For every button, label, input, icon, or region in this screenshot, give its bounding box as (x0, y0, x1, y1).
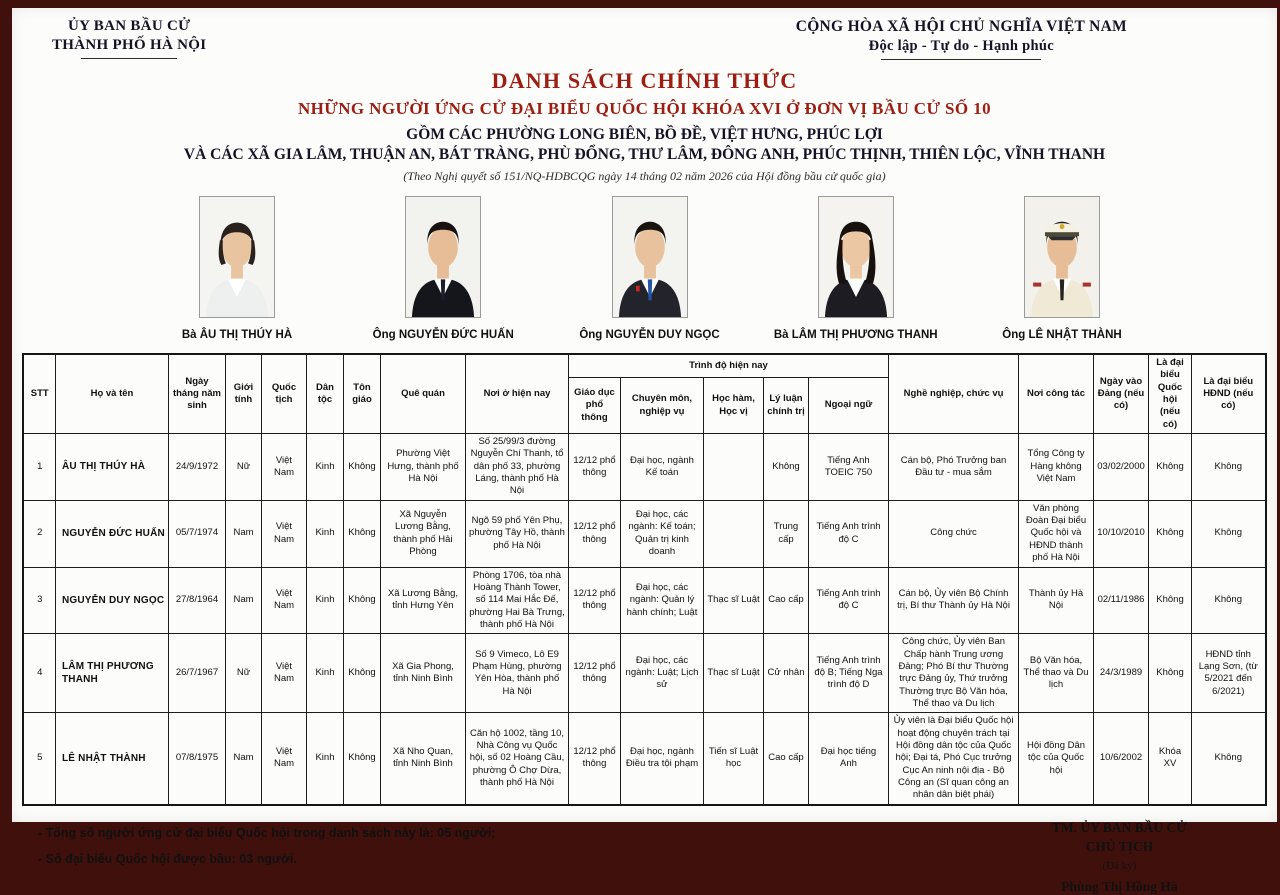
title-block (12, 68, 1277, 184)
cell-dob: 05/7/1974 (168, 500, 225, 567)
cell-residence: Số 9 Vimeco, Lô E9 Phạm Hùng, phường Yên Hòa, thành phố Hà Nội (465, 634, 568, 713)
cell-occupation: Công chức, Ủy viên Ban Chấp hành Trung ương Đảng; Phó Bí thư Thường trực Đảng ủy, Thứ trưởng Thường trực Bộ Văn hóa, Thể thao và Du lịch (889, 634, 1019, 713)
candidate-card (142, 196, 332, 341)
cell-residence: Phòng 1706, tòa nhà Hoàng Thành Tower, số 114 Mai Hắc Đế, phường Hai Bà Trưng, thành phố Hà Nội (465, 567, 568, 634)
cell-workplace: Tổng Công ty Hàng không Việt Nam (1019, 434, 1094, 501)
candidate-photo-caption: Ông NGUYỄN ĐỨC HUẤN (373, 329, 514, 341)
cell-edu-general: 12/12 phổ thông (568, 713, 620, 805)
cell-edu-politics: Cao cấp (763, 567, 808, 634)
cell-edu-general: 12/12 phổ thông (568, 634, 620, 713)
cell-nationality: Việt Nam (261, 713, 306, 805)
candidate-card (555, 196, 745, 341)
candidate-photo (405, 196, 481, 318)
col-header-name: Họ và tên (55, 354, 168, 434)
cell-council-member: Không (1192, 500, 1266, 567)
issuer-line2: THÀNH PHỐ HÀ NỘI (52, 37, 206, 54)
cell-na-member: Không (1149, 434, 1192, 501)
cell-edu-degree (703, 500, 763, 567)
cell-hometown: Phường Việt Hưng, thành phố Hà Nội (380, 434, 465, 501)
cell-edu-professional: Đại học, các ngành: Quản lý hành chính; Luật (620, 567, 703, 634)
cell-party-date: 02/11/1986 (1094, 567, 1149, 634)
cell-hometown: Xã Lương Bằng, tỉnh Hưng Yên (380, 567, 465, 634)
signature-name: Phùng Thị Hồng Hà (1052, 879, 1187, 895)
signature-block (1052, 820, 1187, 895)
cell-stt: 1 (23, 434, 55, 501)
candidate-photo (818, 196, 894, 318)
cell-edu-politics: Cử nhân (763, 634, 808, 713)
motto-underline (881, 59, 1041, 60)
candidate-card (761, 196, 951, 341)
cell-gender: Nam (225, 500, 261, 567)
candidate-row (23, 634, 1265, 713)
cell-council-member: HĐND tỉnh Lạng Sơn, (từ 5/2021 đến 6/2021) (1192, 634, 1266, 713)
cell-residence: Số 25/99/3 đường Nguyễn Chí Thanh, tổ dân phố 33, phường Láng, thành phố Hà Nội (465, 434, 568, 501)
cell-ethnicity: Kinh (306, 500, 343, 567)
cell-edu-politics: Trung cấp (763, 500, 808, 567)
candidate-photo (199, 196, 275, 318)
cell-na-member: Không (1149, 567, 1192, 634)
photos-row (142, 196, 1157, 341)
candidate-row (23, 500, 1265, 567)
cell-dob: 27/8/1964 (168, 567, 225, 634)
cell-gender: Nữ (225, 634, 261, 713)
cell-edu-politics: Cao cấp (763, 713, 808, 805)
col-header-party-date: Ngày vào Đảng (nếu có) (1094, 354, 1149, 434)
cell-edu-language: Đại học tiếng Anh (808, 713, 888, 805)
page-title: DANH SÁCH CHÍNH THỨC (12, 68, 1277, 94)
cell-stt: 5 (23, 713, 55, 805)
cell-edu-degree: Thạc sĩ Luật (703, 634, 763, 713)
col-header-na-member: Là đại biểu Quốc hội (nếu có) (1149, 354, 1192, 434)
col-header-council-member: Là đại biểu HĐND (nếu có) (1192, 354, 1266, 434)
issuer-line1: ỦY BAN BẦU CỬ (52, 18, 206, 35)
cell-council-member: Không (1192, 567, 1266, 634)
col-header-edu-degree: Học hàm, Học vị (703, 378, 763, 434)
cell-stt: 2 (23, 500, 55, 567)
cell-nationality: Việt Nam (261, 434, 306, 501)
col-header-stt: STT (23, 354, 55, 434)
candidates-table (22, 353, 1266, 806)
cell-stt: 3 (23, 567, 55, 634)
cell-edu-professional: Đại học, các ngành: Luật; Lịch sử (620, 634, 703, 713)
cell-name: LÂM THỊ PHƯƠNG THANH (55, 634, 168, 713)
cell-edu-general: 12/12 phổ thông (568, 434, 620, 501)
cell-name: ÂU THỊ THÚY HÀ (55, 434, 168, 501)
col-header-dob: Ngày tháng năm sinh (168, 354, 225, 434)
cell-edu-professional: Đại học, các ngành: Kế toán; Quản trị kinh doanh (620, 500, 703, 567)
cell-ethnicity: Kinh (306, 713, 343, 805)
table-header (23, 354, 1265, 434)
cell-workplace: Văn phòng Đoàn Đại biểu Quốc hội và HĐND thành phố Hà Nội (1019, 500, 1094, 567)
signature-authority: TM. ỦY BAN BẦU CỬ (1052, 820, 1187, 836)
cell-ethnicity: Kinh (306, 434, 343, 501)
area-line2: VÀ CÁC XÃ GIA LÂM, THUẬN AN, BÁT TRÀNG, PHÙ ĐỔNG, THƯ LÂM, ĐÔNG ANH, PHÚC THỊNH, THIÊN LỘC, VĨNH THANH (12, 146, 1277, 164)
cell-edu-professional: Đại học, ngành Điều tra tội phạm (620, 713, 703, 805)
cell-religion: Không (343, 713, 380, 805)
cell-edu-general: 12/12 phổ thông (568, 567, 620, 634)
document-header (12, 8, 1277, 60)
cell-edu-degree: Tiến sĩ Luật học (703, 713, 763, 805)
cell-dob: 26/7/1967 (168, 634, 225, 713)
area-line1: GỒM CÁC PHƯỜNG LONG BIÊN, BỒ ĐỀ, VIỆT HƯNG, PHÚC LỢI (12, 126, 1277, 144)
cell-dob: 24/9/1972 (168, 434, 225, 501)
cell-name: NGUYỄN ĐỨC HUẤN (55, 500, 168, 567)
cell-party-date: 10/10/2010 (1094, 500, 1149, 567)
summary-notes (38, 820, 495, 873)
cell-party-date: 24/3/1989 (1094, 634, 1149, 713)
cell-edu-general: 12/12 phổ thông (568, 500, 620, 567)
cell-gender: Nữ (225, 434, 261, 501)
col-header-religion: Tôn giáo (343, 354, 380, 434)
candidate-photo-caption: Ông LÊ NHẬT THÀNH (1002, 329, 1121, 341)
summary-note-total: - Tổng số người ứng cử đại biểu Quốc hội trong danh sách này là: 05 người; (38, 820, 495, 846)
cell-edu-language: Tiếng Anh trình độ C (808, 567, 888, 634)
cell-dob: 07/8/1975 (168, 713, 225, 805)
issuer-block (52, 18, 206, 60)
cell-council-member: Không (1192, 713, 1266, 805)
col-header-ethnicity: Dân tộc (306, 354, 343, 434)
cell-hometown: Xã Nho Quan, tỉnh Ninh Bình (380, 713, 465, 805)
issuer-underline (81, 58, 177, 59)
col-header-edu-professional: Chuyên môn, nghiệp vụ (620, 378, 703, 434)
cell-gender: Nam (225, 567, 261, 634)
cell-religion: Không (343, 500, 380, 567)
cell-religion: Không (343, 567, 380, 634)
cell-party-date: 03/02/2000 (1094, 434, 1149, 501)
cell-residence: Ngõ 59 phố Yên Phụ, phường Tây Hồ, thành phố Hà Nội (465, 500, 568, 567)
cell-occupation: Công chức (889, 500, 1019, 567)
cell-gender: Nam (225, 713, 261, 805)
cell-occupation: Cán bộ, Phó Trưởng ban Đầu tư - mua sắm (889, 434, 1019, 501)
cell-hometown: Xã Nguyễn Lương Bằng, thành phố Hải Phòng (380, 500, 465, 567)
col-header-education-group: Trình độ hiện nay (568, 354, 888, 378)
candidate-row (23, 434, 1265, 501)
col-header-edu-general: Giáo dục phổ thông (568, 378, 620, 434)
cell-hometown: Xã Gia Phong, tỉnh Ninh Bình (380, 634, 465, 713)
cell-ethnicity: Kinh (306, 567, 343, 634)
cell-name: NGUYỄN DUY NGỌC (55, 567, 168, 634)
cell-workplace: Thành ủy Hà Nội (1019, 567, 1094, 634)
cell-edu-degree: Thạc sĩ Luật (703, 567, 763, 634)
cell-nationality: Việt Nam (261, 567, 306, 634)
national-motto-block (796, 18, 1127, 60)
col-header-gender: Giới tính (225, 354, 261, 434)
col-header-edu-politics: Lý luận chính trị (763, 378, 808, 434)
national-line1: CỘNG HÒA XÃ HỘI CHỦ NGHĨA VIỆT NAM (796, 18, 1127, 36)
candidate-photo (612, 196, 688, 318)
cell-edu-degree (703, 434, 763, 501)
candidates-tbody (23, 434, 1265, 805)
document-page (12, 8, 1277, 822)
cell-residence: Căn hộ 1002, tầng 10, Nhà Công vụ Quốc hội, số 02 Hoàng Cầu, phường Ô Chợ Dừa, thành phố Hà Nội (465, 713, 568, 805)
signature-title: CHỦ TỊCH (1052, 839, 1187, 855)
cell-na-member: Khóa XV (1149, 713, 1192, 805)
cell-edu-language: Tiếng Anh TOEIC 750 (808, 434, 888, 501)
national-line2: Độc lập - Tự do - Hạnh phúc (796, 38, 1127, 55)
cell-nationality: Việt Nam (261, 634, 306, 713)
cell-nationality: Việt Nam (261, 500, 306, 567)
page-subtitle: NHỮNG NGƯỜI ỨNG CỬ ĐẠI BIỂU QUỐC HỘI KHÓA XVI Ở ĐƠN VỊ BẦU CỬ SỐ 10 (12, 99, 1277, 119)
cell-party-date: 10/6/2002 (1094, 713, 1149, 805)
col-header-nationality: Quốc tịch (261, 354, 306, 434)
candidate-photo (1024, 196, 1100, 318)
candidate-photo-caption: Bà LÂM THỊ PHƯƠNG THANH (774, 329, 938, 341)
cell-edu-politics: Không (763, 434, 808, 501)
cell-na-member: Không (1149, 634, 1192, 713)
cell-edu-language: Tiếng Anh trình độ B; Tiếng Nga trình độ D (808, 634, 888, 713)
cell-edu-language: Tiếng Anh trình độ C (808, 500, 888, 567)
summary-note-elected: - Số đại biểu Quốc hội được bầu: 03 người. (38, 846, 495, 872)
cell-edu-professional: Đại học, ngành Kế toán (620, 434, 703, 501)
candidate-photo-caption: Bà ÂU THỊ THÚY HÀ (182, 329, 292, 341)
candidate-card (348, 196, 538, 341)
cell-name: LÊ NHẬT THÀNH (55, 713, 168, 805)
col-header-occupation: Nghề nghiệp, chức vụ (889, 354, 1019, 434)
cell-na-member: Không (1149, 500, 1192, 567)
cell-ethnicity: Kinh (306, 634, 343, 713)
cell-council-member: Không (1192, 434, 1266, 501)
document-footer (38, 820, 1217, 895)
col-header-hometown: Quê quán (380, 354, 465, 434)
col-header-workplace: Nơi công tác (1019, 354, 1094, 434)
cell-religion: Không (343, 634, 380, 713)
cell-occupation: Ủy viên là Đại biểu Quốc hội hoạt động chuyên trách tại Hội đồng dân tộc của Quốc hội; Đại tá, Phó Cục trưởng Cục An ninh nội địa - Bộ Công an (Sĩ quan công an nhân dân biệt phái) (889, 713, 1019, 805)
signature-signed-note: (Đã ký) (1052, 860, 1187, 872)
cell-stt: 4 (23, 634, 55, 713)
col-header-residence: Nơi ở hiện nay (465, 354, 568, 434)
candidate-row (23, 713, 1265, 805)
candidate-card (967, 196, 1157, 341)
decree-note: (Theo Nghị quyết số 151/NQ-HDBCQG ngày 14 tháng 02 năm 2026 của Hội đồng bầu cử quốc gia) (12, 169, 1277, 184)
cell-workplace: Hội đồng Dân tộc của Quốc hội (1019, 713, 1094, 805)
col-header-edu-language: Ngoại ngữ (808, 378, 888, 434)
candidate-photo-caption: Ông NGUYỄN DUY NGỌC (579, 329, 719, 341)
cell-religion: Không (343, 434, 380, 501)
candidate-row (23, 567, 1265, 634)
cell-occupation: Cán bộ, Ủy viên Bộ Chính trị, Bí thư Thành ủy Hà Nội (889, 567, 1019, 634)
cell-workplace: Bộ Văn hóa, Thể thao và Du lịch (1019, 634, 1094, 713)
